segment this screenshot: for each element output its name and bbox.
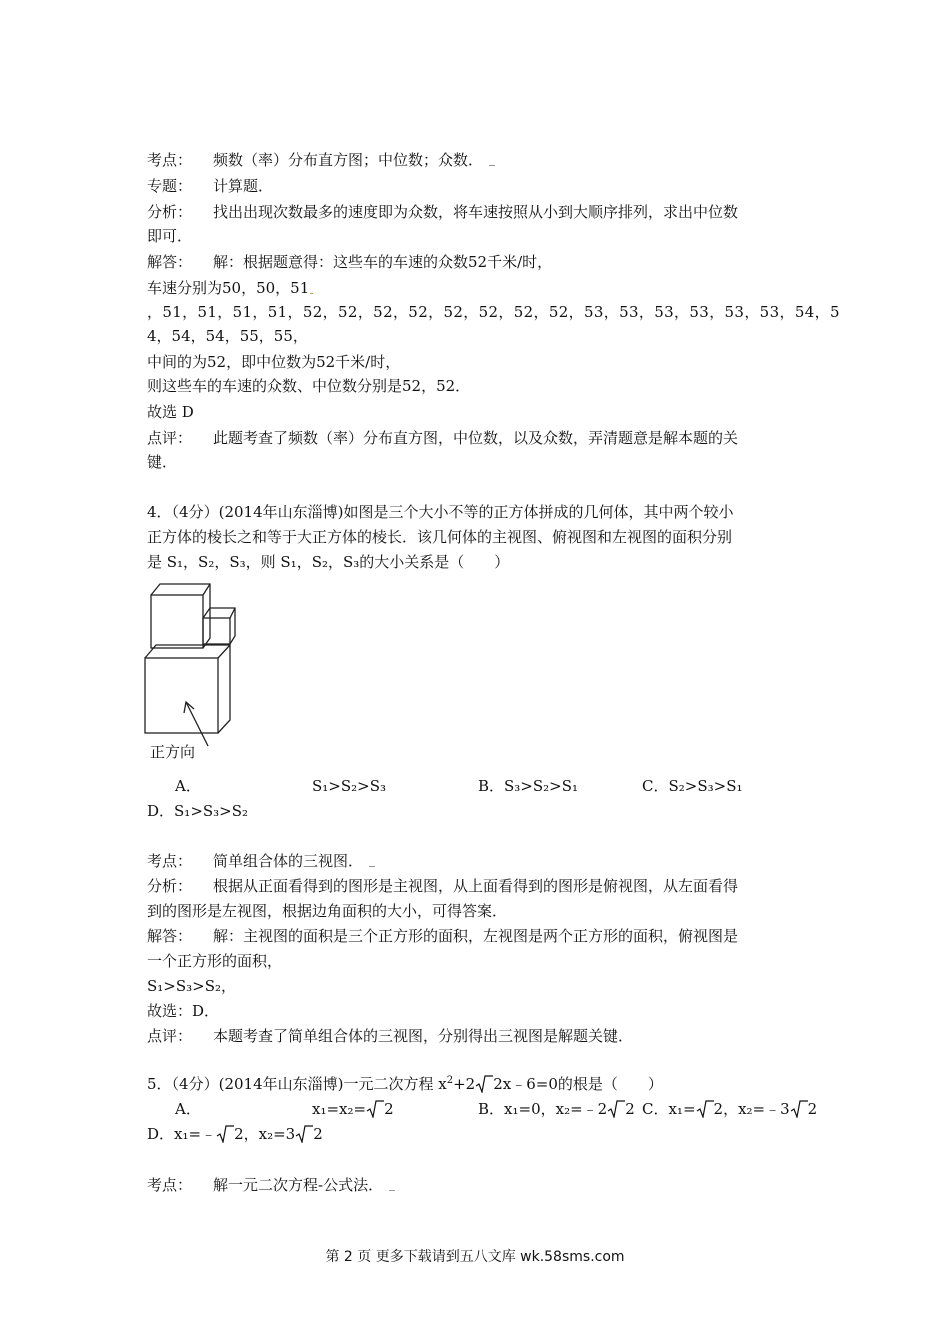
radicand: 2 xyxy=(234,1125,244,1143)
kaodian-label: 考点： xyxy=(147,151,193,169)
q5-stem-a: 5．（4分）(2014年山东淄博)一元二次方程 x xyxy=(147,1075,447,1093)
jieda-text: 解：主视图的面积是三个正方形的面积，左视图是两个正方形的面积，俯视图是 xyxy=(213,927,739,945)
kaodian-text: 频数（率）分布直方图；中位数；众数． xyxy=(213,151,484,169)
q5-kaodian-line xyxy=(147,1175,395,1195)
marker xyxy=(389,1190,395,1191)
q5-option-d xyxy=(147,1124,323,1144)
large-cube-edge xyxy=(218,645,230,658)
marker xyxy=(489,165,495,166)
sqrt-icon xyxy=(366,1100,384,1118)
q4-option-a-letter: A． xyxy=(175,777,201,795)
q5-option-a-letter: A． xyxy=(175,1100,201,1118)
marker xyxy=(310,293,313,294)
speeds-text-a: 车速分别为50，50，51 xyxy=(147,279,310,297)
direction-caption: 正方向 xyxy=(150,743,196,761)
q4-stem-line-2: 正方体的棱长之和等于大正方体的棱长．该几何体的主视图、俯视图和左视图的面积分别 xyxy=(147,528,733,546)
exponent: 2 xyxy=(446,1075,454,1086)
q4-option-b: B．S₃>S₂>S₁ xyxy=(478,777,579,795)
q3-dianping-line-2: 键． xyxy=(147,453,178,471)
q4-dianping-line xyxy=(147,1026,633,1046)
jieda-text: 解：根据题意得：这些车的车速的众数52千米/时， xyxy=(213,253,553,271)
q3-fenxi-line-2: 即可． xyxy=(147,227,193,245)
q3-zhuanti-line xyxy=(147,176,273,196)
q3-result-line: 则这些车的车速的众数、中位数分别是52，52． xyxy=(147,377,471,395)
q3-speeds-line-c: 4，54，54，55，55， xyxy=(147,327,308,345)
q5-option-c xyxy=(642,1099,817,1119)
cube-figure xyxy=(138,580,253,765)
q4-choose-line: 故选：D． xyxy=(147,1002,220,1020)
q3-fenxi-line xyxy=(147,202,738,222)
direction-arrow-shaft xyxy=(186,702,208,746)
sqrt-icon xyxy=(607,1100,625,1118)
sqrt-icon xyxy=(696,1100,714,1118)
kaodian-text: 简单组合体的三视图． xyxy=(213,852,364,870)
zhuanti-label: 专题： xyxy=(147,177,193,195)
radicand: 2 xyxy=(384,1100,394,1118)
q4-stem-line-1: 4．（4分）(2014年山东淄博)如图是三个大小不等的正方体拼成的几何体，其中两个较小 xyxy=(147,503,734,521)
large-cube-front xyxy=(145,658,218,733)
q5-stem-line xyxy=(147,1074,663,1094)
sqrt-icon xyxy=(790,1100,808,1118)
jieda-label: 解答： xyxy=(147,253,193,271)
radicand: 2 xyxy=(313,1125,323,1143)
option-a-text: x₁=x₂= xyxy=(312,1100,367,1118)
option-b-text: B．x₁=0，x₂=﹣2 xyxy=(478,1100,608,1118)
dianping-text: 此题考查了频数（率）分布直方图，中位数，以及众数，弄清题意是解本题的关 xyxy=(213,429,739,447)
dianping-label: 点评： xyxy=(147,1027,193,1045)
q4-option-c: C．S₂>S₃>S₁ xyxy=(642,777,743,795)
q3-speeds-line-b: ，51，51，51，51，52，52，52，52，52，52，52，52，53，53，53，53，53，53，54，5 xyxy=(147,303,840,321)
dianping-text: 本题考查了简单组合体的三视图，分别得出三视图是解题关键． xyxy=(213,1027,634,1045)
option-d-text-a: D．x₁=﹣ xyxy=(147,1125,217,1143)
option-d-text-b: ，x₂=3 xyxy=(243,1125,296,1143)
q3-speeds-line-a xyxy=(147,278,313,298)
small-cube-edge xyxy=(230,608,235,618)
radicand: 2 xyxy=(713,1100,724,1118)
marker xyxy=(369,866,375,867)
fenxi-label: 分析： xyxy=(147,877,193,895)
q3-dianping-line xyxy=(147,428,738,448)
small-cube-front xyxy=(203,618,230,644)
top-cube-front xyxy=(151,595,203,648)
kaodian-label: 考点： xyxy=(147,852,193,870)
q4-option-a: S₁>S₂>S₃ xyxy=(312,777,387,795)
kaodian-text: 解一元二次方程-公式法． xyxy=(213,1176,384,1194)
fenxi-text: 根据从正面看得到的图形是主视图，从上面看得到的图形是俯视图，从左面看得 xyxy=(213,877,739,895)
q4-stem-line-3: 是 S₁，S₂，S₃，则 S₁，S₂，S₃的大小关系是（ ） xyxy=(147,553,510,571)
radicand: 2 xyxy=(625,1100,635,1118)
q4-jieda-line-2: 一个正方形的面积， xyxy=(147,952,283,970)
q4-jieda-line xyxy=(147,926,738,946)
fenxi-label: 分析： xyxy=(147,203,193,221)
sqrt-icon xyxy=(216,1125,234,1143)
q3-kaodian-line xyxy=(147,150,495,170)
option-c-text-a: C．x₁= xyxy=(642,1100,696,1118)
q3-jieda-line xyxy=(147,252,552,272)
q5-stem-b: +2 xyxy=(453,1075,476,1093)
q4-option-d: D．S₁>S₃>S₂ xyxy=(147,802,249,820)
q4-fenxi-line-2: 到的图形是左视图，根据边角面积的大小，可得答案． xyxy=(147,902,508,920)
page-footer: 第 2 页 更多下载请到五八文库 wk.58sms.com xyxy=(325,1249,625,1265)
sqrt-icon xyxy=(475,1075,493,1093)
top-cube-edge xyxy=(203,584,210,595)
zhuanti-text: 计算题． xyxy=(213,177,274,195)
radicand: 2 xyxy=(493,1075,503,1093)
kaodian-label: 考点： xyxy=(147,1176,193,1194)
q5-option-a xyxy=(312,1099,394,1119)
option-c-text-b: ，x₂=﹣3 xyxy=(723,1100,790,1118)
q4-kaodian-line xyxy=(147,851,375,871)
q3-median-line: 中间的为52，即中位数为52千米/时， xyxy=(147,353,401,371)
q3-choose-line: 故选 D xyxy=(147,403,194,421)
fenxi-text: 找出出现次数最多的速度即为众数，将车速按照从小到大顺序排列，求出中位数 xyxy=(213,203,739,221)
radicand: 2 xyxy=(807,1100,818,1118)
jieda-label: 解答： xyxy=(147,927,193,945)
q5-stem-c: x﹣6=0的根是（ ） xyxy=(502,1075,663,1093)
dianping-label: 点评： xyxy=(147,429,193,447)
q5-option-b xyxy=(478,1099,635,1119)
q4-relation-line: S₁>S₃>S₂， xyxy=(147,977,237,995)
top-cube-edges xyxy=(151,584,210,648)
sqrt-icon xyxy=(295,1125,313,1143)
q4-fenxi-line xyxy=(147,876,738,896)
